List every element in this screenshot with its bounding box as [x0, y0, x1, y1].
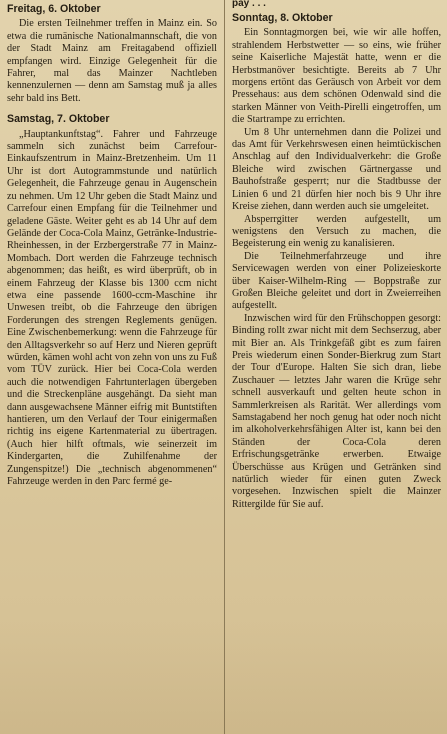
sunday-heading: Sonntag, 8. Oktober — [232, 12, 333, 24]
sunday-paragraph-4: Die Teilnehmerfahrzeuge und ihre Servicewagen werden von einer Polizeieskorte über Kaiser-Wilhelm-Ring — Boppstraße zur Großen Bleiche geleitet und dort in Zweierreihen aufgestellt. — [232, 250, 441, 312]
top-fragment: pay . . . — [232, 0, 266, 9]
sunday-paragraph-1: Ein Sonntagmorgen bei, wie wir alle hoffen, strahlendem Herbstwetter — so eins, wie früher seine Kaiserliche Majestät hatte, wenn er die Herbstmanöver besichtigte. Bereits ab 7 Uhr morgens ertönt das Geräusch von Arbeit vor dem Pressehaus: aus dem schönen Odenwald sind die starken Männer von Veith-Pirelli eingetroffen, um die Startrampe zu errichten. — [232, 27, 441, 126]
sunday-paragraph-2: Um 8 Uhr unternehmen dann die Polizei und das Amt für Verkehrswesen einen heimtückischen Anschlag auf den Individualverkehr: die Große Bleiche wird zwischen Gärtnergasse und Bauhofstraße gesperrt; nur die Stadtbusse der Linien 6 und 21 dürfen hier noch bis 9 Uhr ihre Kreise ziehen, dann werden auch sie umgeleitet. — [232, 126, 441, 213]
sunday-paragraph-3: Absperrgitter werden aufgestellt, um wenigstens den Versuch zu machen, die Begeisterung ein wenig zu kanalisieren. — [232, 213, 441, 250]
friday-text: Die ersten Teilnehmer treffen in Mainz ein. So etwa die rumänische Nationalmannschaft, die von der Stadt Mainz am Freitagabend offiziell empfangen wird. Einzige Gelegenheit für die Fahrer, mal das Mainzer Nachtleben kennenzulernen — denn am Samstag muß ja alles sehr bald ins Bett. — [7, 18, 217, 104]
sunday-paragraph-5: Inzwischen wird für den Frühschoppen gesorgt: Binding rollt zwar nicht mit dem Sechserzug, aber mit Bier an. Als Trinkgefäß gibt es zum fairen Preis wiederum einen Sonder-Bierkrug zum Start der Tour d'Europe. Halten Sie sich dran, liebe Zuschauer — letztes Jahr waren die Krüge sehr schnell ausverkauft und gelten heute schon in Sammlerkreisen als Rarität. Wer allerdings vom Samstagabend her noch genug hat oder noch nicht im alkoholverkehrsfähigen Alter ist, kann bei den Ständen der Coca-Cola deren Erfrischungsgetränke erwerben. Etwaige Überschüsse aus Krügen und Getränken sind natürlich wieder für einen guten Zweck vorgesehen. Inzwischen spielt die Mainzer Rittergilde für Sie auf. — [232, 312, 441, 510]
saturday-heading: Samstag, 7. Oktober — [7, 113, 110, 126]
column-divider — [224, 0, 225, 734]
friday-heading: Freitag, 6. Oktober — [7, 3, 101, 15]
saturday-text: „Hauptankunftstag“. Fahrer und Fahrzeuge sammeln sich zunächst beim Carrefour-Einkaufszentrum in Mainz-Bretzenheim. Um 11 Uhr ist dort Autogrammstunde und natürlich Gelegenheit, die Fahrzeuge genau in Augenschein zu nehmen. Um 12 Uhr geben die Stadt Mainz und Carrefour einen Empfang für die Teilnehmer und geladene Gäste. Weiter geht es ab 14 Uhr auf dem Gelände der Coca-Cola Mainz, Getränke-Industrie-Rheinhessen, in der Erzbergerstraße 77 in Mainz-Mombach. Dort werden die Fahrzeuge technisch abgenommen; das heißt, es wird überprüft, ob in einem Fahrzeug der Klasse bis 1300 ccm nicht etwa eine passende 1600-ccm-Maschine ihr Unwesen treibt, ob die Fahrzeuge den übrigen Forderungen des strengen Reglements genügen. Eine Zwischenbemerkung: wenn die Fahrzeuge für den Alltagsverkehr so auf Herz und Nieren geprüft würden, kämen wohl acht von zehn von uns zu Fuß vom TÜV zurück. Hier bei Coca-Cola werden auch die notwendigen Fahrtunterlagen übergeben und die Streckenpläne ausgehängt. Da sieht man dann ausgewachsene Männer eifrig mit Buntstiften hantieren, um den Verlauf der Tour einigermaßen richtig ins eigene Kartenmaterial zu übertragen. (Auch hier hilft oftmals, wie seinerzeit im Kindergarten, die Zuhilfenahme der Zungenspitze!) Die „technisch abgenommenen“ Fahrzeuge werden in den Parc fermé ge- — [7, 128, 217, 488]
left-column — [7, 0, 217, 488]
right-column — [232, 0, 441, 511]
